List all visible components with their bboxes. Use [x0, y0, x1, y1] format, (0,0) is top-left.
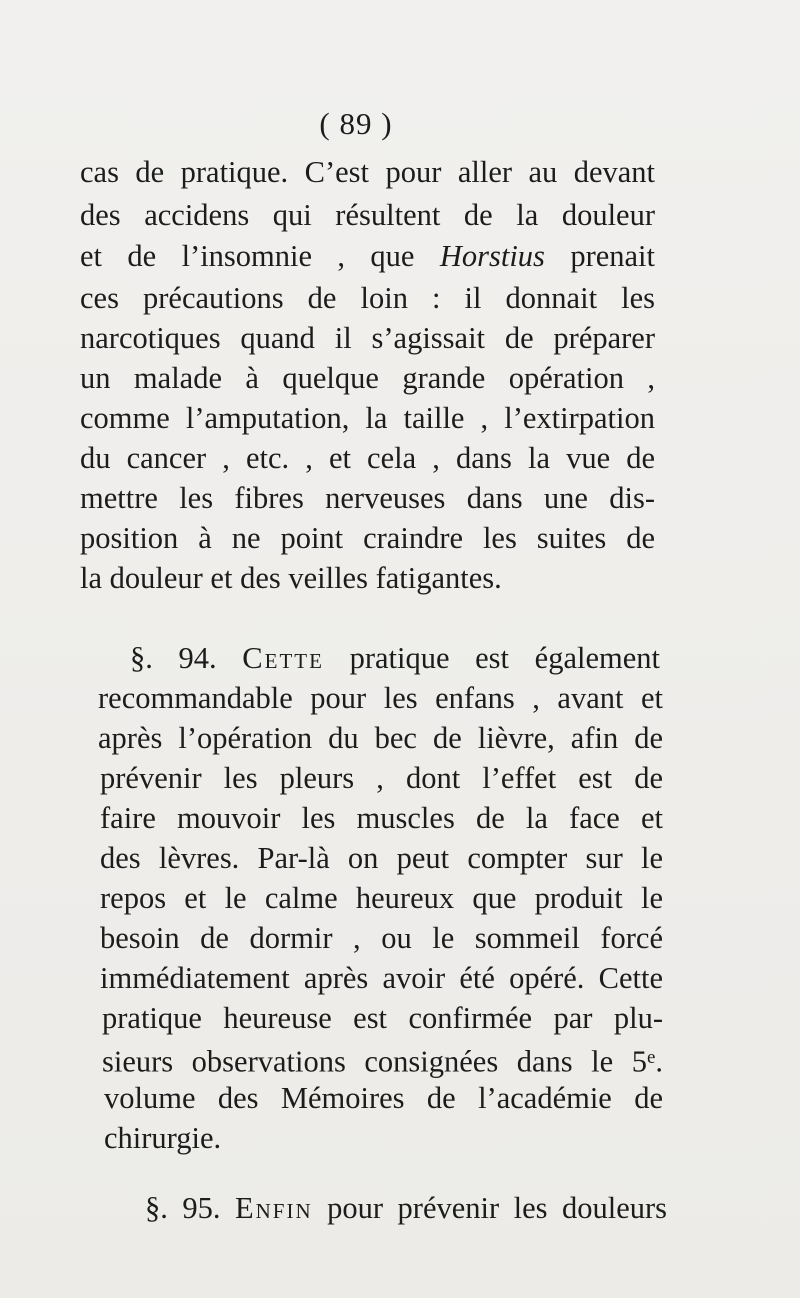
text-line: recommandable pour les enfans , avant et — [98, 681, 663, 715]
section-mark: §. 95. — [145, 1191, 221, 1225]
section-mark: §. 94. — [130, 641, 217, 675]
text-span: pratique est également — [349, 641, 660, 675]
text-line: comme l’amputation, la taille , l’extirpation — [80, 401, 655, 435]
page-number: ( 89 ) — [319, 106, 393, 141]
text-line: du cancer , etc. , et cela , dans la vue de — [80, 441, 655, 475]
superscript: e — [646, 1047, 656, 1068]
text-line: besoin de dormir , ou le sommeil forcé — [100, 921, 663, 955]
author-name-italic: Horstius — [439, 239, 545, 273]
text-line: immédiatement après avoir été opéré. Cette — [100, 961, 663, 995]
text-line — [102, 1038, 663, 1078]
text-line: ces précautions de loin : il donnait les — [80, 281, 655, 315]
section-94-first-line — [130, 638, 660, 678]
text-line: narcotiques quand il s’agissait de préparer — [80, 321, 655, 355]
text-line: mettre les fibres nerveuses dans une dis- — [80, 481, 655, 515]
text-line: faire mouvoir les muscles de la face et — [100, 801, 663, 835]
text-line: pratique heureuse est confirmée par plu- — [102, 1001, 663, 1035]
text-span: pour prévenir les douleurs — [327, 1191, 668, 1225]
text-line: chirurgie. — [104, 1121, 222, 1155]
text-line: des accidens qui résultent de la douleur — [80, 198, 655, 232]
text-line: volume des Mémoires de l’académie de — [104, 1081, 663, 1115]
text-line: la douleur et des veilles fatigantes. — [80, 561, 502, 595]
text-span: sieurs observations consignées dans le 5 — [102, 1044, 647, 1079]
lead-word: Enfin — [235, 1191, 313, 1225]
text-line: cas de pratique. C’est pour aller au devant — [80, 155, 655, 189]
text-span: . — [655, 1044, 663, 1079]
text-line: prévenir les pleurs , dont l’effet est de — [100, 761, 663, 795]
text-line — [80, 236, 655, 276]
text-line: un malade à quelque grande opération , — [80, 361, 655, 395]
text-line: repos et le calme heureux que produit le — [100, 881, 663, 915]
text-span: et de l’insomnie , que — [80, 239, 440, 273]
text-line: après l’opération du bec de lièvre, afin de — [98, 721, 663, 755]
section-95-first-line — [145, 1188, 667, 1228]
text-line: des lèvres. Par-là on peut compter sur le — [100, 841, 663, 875]
lead-word: Cette — [242, 641, 324, 675]
text-span: prenait — [544, 239, 655, 273]
text-line: position à ne point craindre les suites de — [80, 521, 655, 555]
